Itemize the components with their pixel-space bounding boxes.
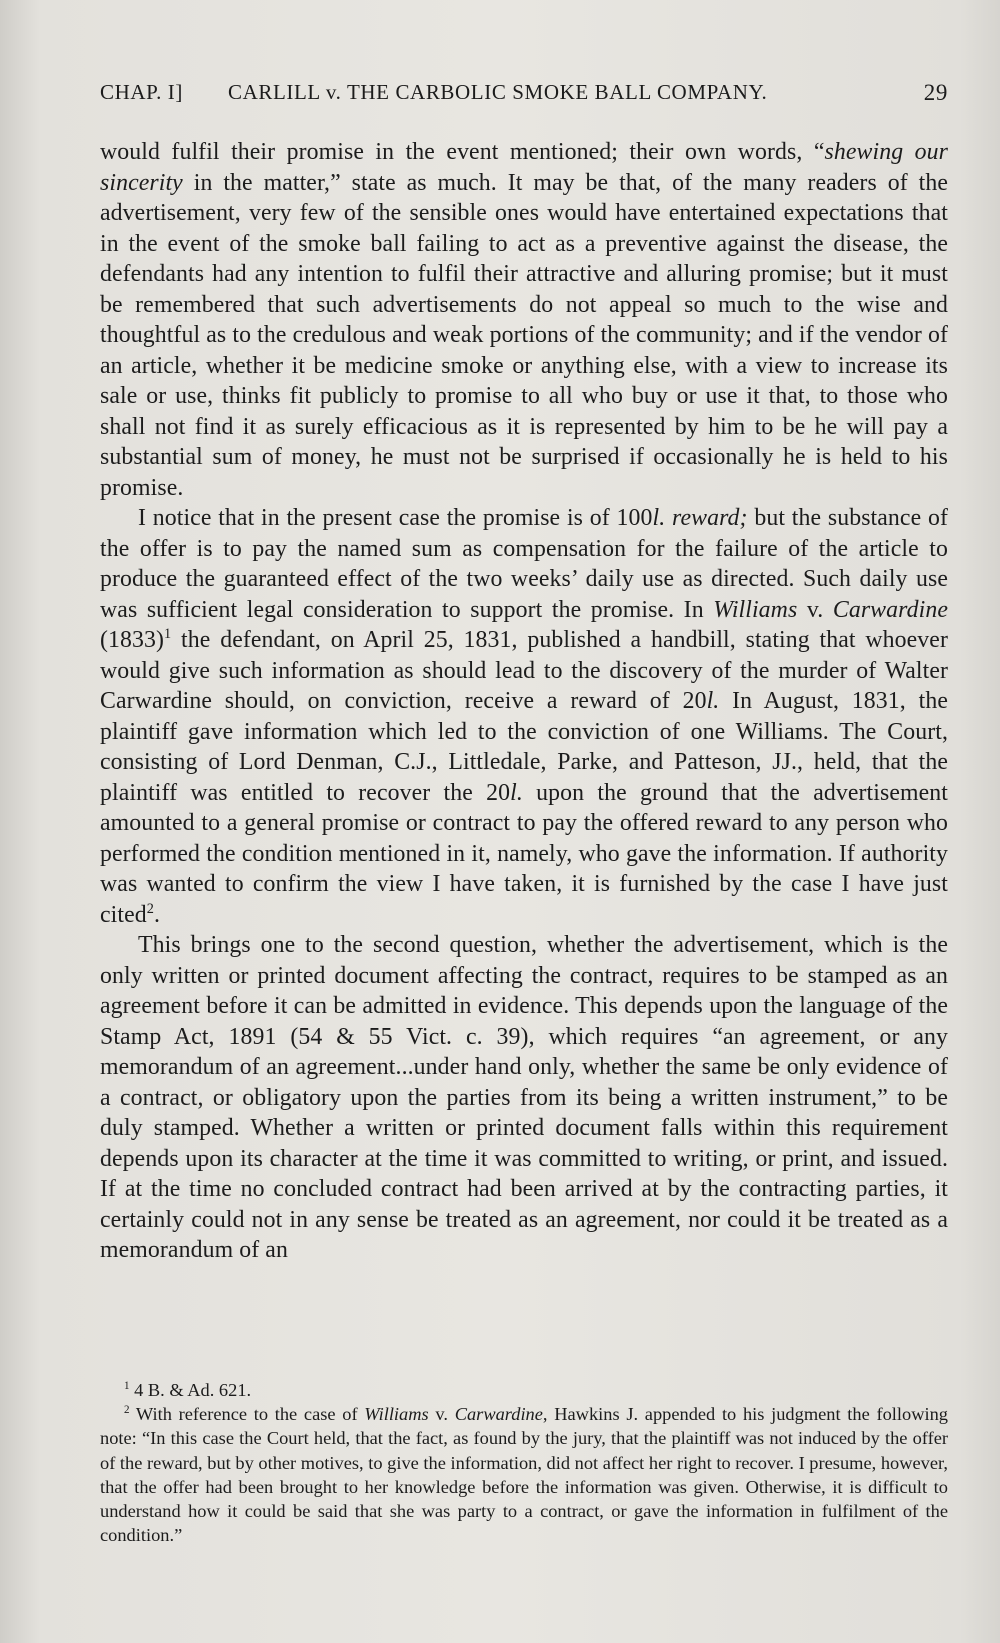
italic-text: Carwardine — [832, 596, 948, 623]
chapter-label: CHAP. I] — [100, 80, 183, 104]
paragraph — [100, 137, 948, 503]
italic-text: Williams — [713, 596, 798, 623]
page-number: 29 — [923, 80, 948, 105]
text-run: I notice that in the present case the promise is of 100 — [138, 505, 653, 531]
text-run: In August, 1831, the plaintiff gave information which led to the conviction of one Williams. The Court, consisting of Lord Denman, C.J., Littledale, Parke, and Patteson, JJ., held, that the plaintiff was entitled to recover the 20 — [100, 688, 948, 806]
text-run: (1833) — [100, 627, 165, 653]
footnote-reference: 2 — [146, 900, 154, 917]
footnote-reference: 2 — [124, 1404, 130, 1417]
text-run: With reference to the case of — [129, 1404, 365, 1425]
italic-text: l. — [706, 688, 720, 714]
italic-text: shewing our sincerity — [100, 139, 949, 196]
footnote-reference: 1 — [124, 1379, 130, 1392]
paragraph — [100, 930, 948, 1266]
text-run: This brings one to the second question, whether the advertisement, which is the only written or printed document affecting the contract, requires to be stamped as an agreement before it can be admitted in evidence. This depends upon the language of the Stamp Act, 1891 (54 & 55 Vict. c. 39), which requires “an agreement, or any memorandum of an agreement...under hand only, whether the same be only evidence of a contract, or obligatory upon the parties from its being a written instrument,” to be duly stamped. Whether a written or printed document falls within this requirement depends upon its character at the time it was committed to writing, or print, and issued. If at the time no concluded contract had been arrived at by the contracting parties, it certainly could not in any sense be treated as an agreement, nor could it be treated as a memorandum of an — [100, 932, 948, 1263]
body-text — [100, 137, 948, 1266]
text-run: , Hawkins J. appended to his judgment the following note: “In this case the Court held, that the fact, as found by the jury, that the plaintiff was not induced by the offer of the reward, but by other motives, to give the information, did not affect her right to recover. I presume, however, that the offer had been brought to her knowledge before the information was given. Otherwise, it is difficult to understand how it could be said that she was party to a contract, or gave the information in fulfilment of the condition.” — [100, 1404, 948, 1546]
footnote-reference: 1 — [164, 626, 172, 643]
running-title: CARLILL v. THE CARBOLIC SMOKE BALL COMPANY. — [228, 80, 768, 104]
italic-text: Carwardine — [454, 1404, 543, 1425]
text-run: the defendant, on April 25, 1831, published a handbill, stating that whoever would give such information as should lead to the discovery of the murder of Walter Carwardine should, on conviction, receive a reward of 20 — [100, 627, 948, 714]
text-run: upon the ground that the advertisement amounted to a general promise or contract to pay the offered reward to any person who performed the condition mentioned in it, namely, who gave the information. If authority was wanted to confirm the view I have taken, it is furnished by the case I have just cited — [100, 779, 948, 928]
paragraph — [100, 503, 948, 930]
text-run: . — [153, 901, 161, 928]
text-run: would fulfil their promise in the event mentioned; their own words, “ — [100, 139, 825, 165]
text-run: v. — [428, 1404, 455, 1425]
italic-text: l. — [510, 779, 523, 806]
italic-text: Williams — [364, 1404, 429, 1425]
footnotes — [100, 1378, 948, 1547]
text-run: v. — [797, 596, 833, 623]
text-run: but the substance of the offer is to pay the named sum as compensation for the failure of the article to produce the guaranteed effect of the two weeks’ daily use as directed. Such daily use was sufficient legal consideration to support the promise. In — [100, 505, 949, 623]
footnote — [100, 1402, 948, 1547]
text-run: 4 B. & Ad. 621. — [129, 1380, 252, 1400]
footnote — [100, 1378, 948, 1402]
text-run: in the matter,” state as much. It may be that, of the many readers of the advertisement, very few of the sensible ones would have entertained expectations that in the event of the smoke ball failing to act as a preventive against the disease, the defendants had any intention to fulfil their attractive and alluring promise; but it must be remembered that such advertisements do not appeal so much to the wise and thoughtful as to the credulous and weak portions of the community; and if the vendor of an article, whether it be medicine smoke or anything else, with a view to increase its sale or use, thinks fit publicly to promise to all who buy or use it that, to those who shall not find it as surely efficacious as it is represented by him to be he will pay a substantial sum of money, he must not be surprised if occasionally he is held to his promise. — [100, 169, 948, 501]
italic-text: l. reward; — [652, 505, 748, 531]
